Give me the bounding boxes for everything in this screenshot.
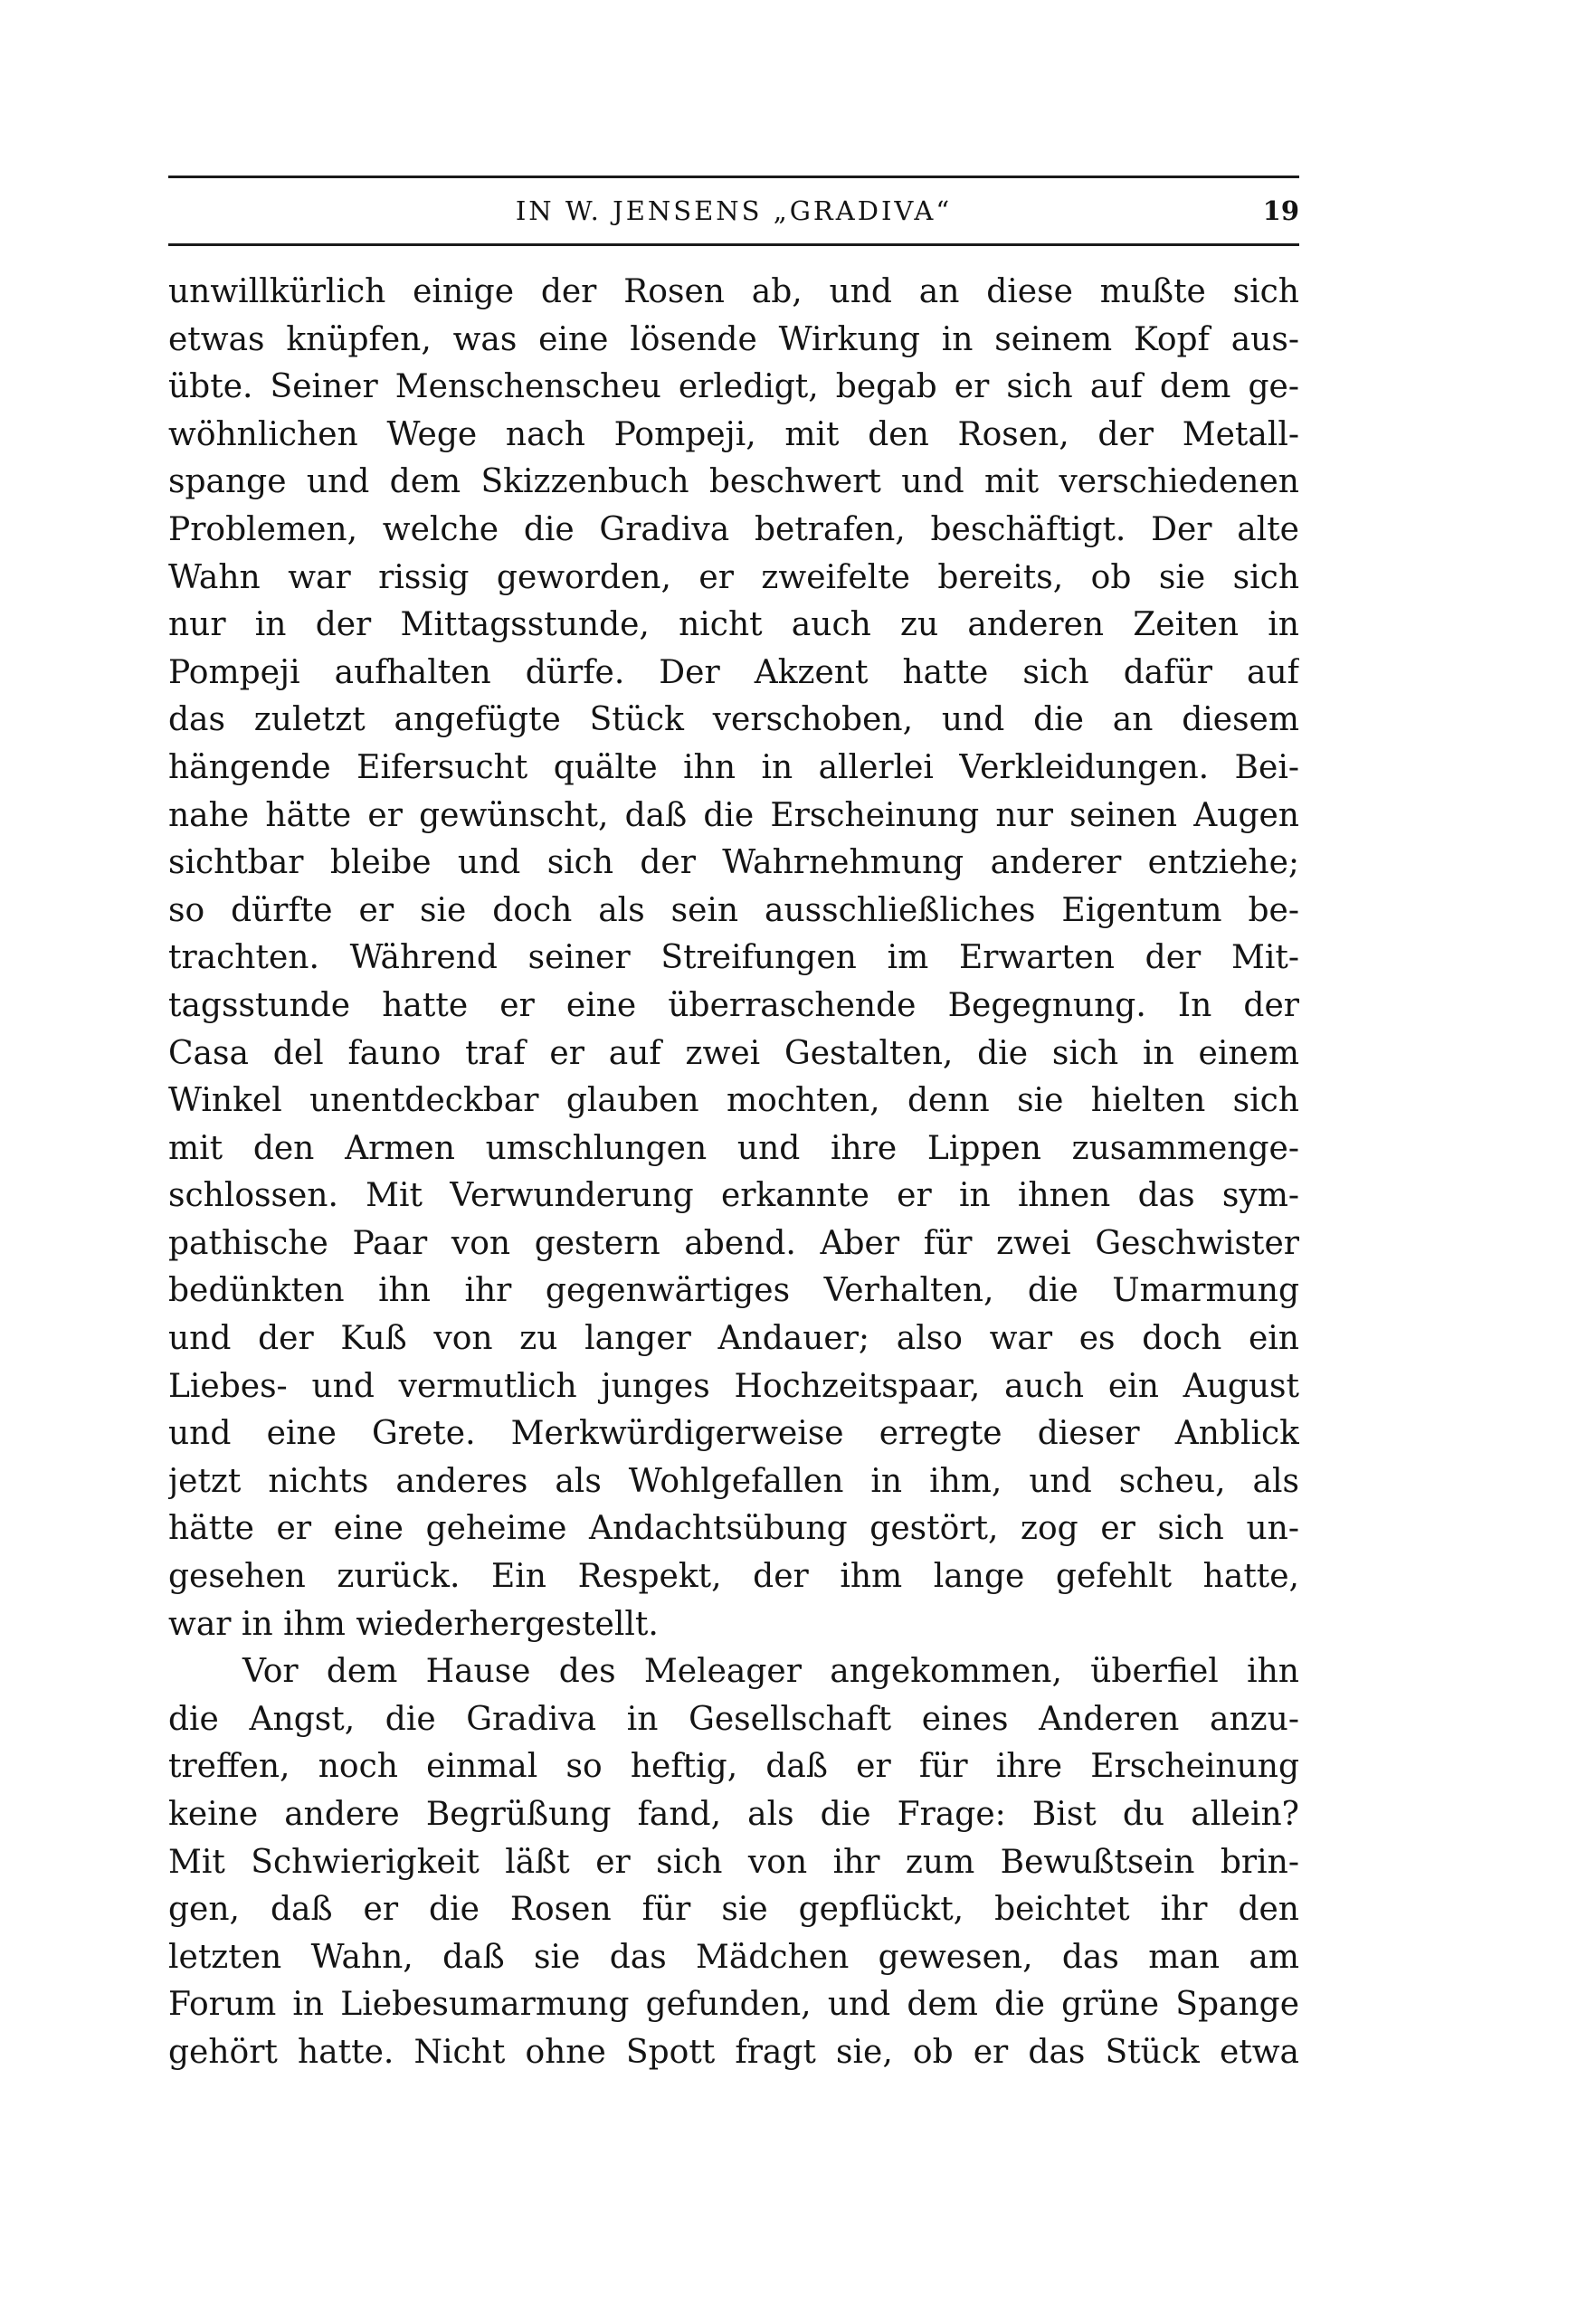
header-top-rule (168, 176, 1299, 178)
body-text (168, 269, 1299, 2077)
header-bottom-rule (168, 243, 1299, 246)
text-line: etwas knüpfen, was eine lösende Wirkung in seinem Kopf aus- (168, 320, 1299, 358)
text-line: hätte er eine geheime Andachtsübung gestört, zog er sich un- (168, 1510, 1299, 1548)
text-line: jetzt nichts anderes als Wohlgefallen in ihm, und scheu, als (168, 1462, 1299, 1500)
running-title: IN W. JENSENS „GRADIVA“ (515, 195, 953, 226)
text-line: Wahn war rissig geworden, er zweifelte bereits, ob sie sich (168, 558, 1299, 596)
page-number: 19 (1262, 195, 1299, 226)
text-line: und der Kuß von zu langer Andauer; also war es doch ein (168, 1320, 1299, 1358)
text-line: Casa del fauno traf er auf zwei Gestalten, die sich in einem (168, 1034, 1299, 1072)
text-line: nahe hätte er gewünscht, daß die Erscheinung nur seinen Augen (168, 796, 1299, 834)
text-line: Forum in Liebesumarmung gefunden, und dem die grüne Spange (168, 1986, 1299, 2024)
text-line: treffen, noch einmal so heftig, daß er für ihre Erscheinung (168, 1748, 1299, 1786)
text-line: übte. Seiner Menschenscheu erledigt, begab er sich auf dem ge- (168, 368, 1299, 406)
text-line: Problemen, welche die Gradiva betrafen, beschäftigt. Der alte (168, 510, 1299, 548)
text-line: das zuletzt angefügte Stück verschoben, und die an diesem (168, 701, 1299, 739)
text-line: keine andere Begrüßung fand, als die Frage: Bist du allein? (168, 1796, 1299, 1833)
text-line: nur in der Mittagsstunde, nicht auch zu anderen Zeiten in (168, 606, 1299, 644)
text-line: wöhnlichen Wege nach Pompeji, mit den Rosen, der Metall- (168, 415, 1299, 453)
text-line: bedünkten ihn ihr gegenwärtiges Verhalten, die Umarmung (168, 1272, 1299, 1310)
text-line: die Angst, die Gradiva in Gesellschaft eines Anderen anzu- (168, 1700, 1299, 1738)
text-line: gen, daß er die Rosen für sie gepflückt, beichtet ihr den (168, 1891, 1299, 1929)
text-line: spange und dem Skizzenbuch beschwert und mit verschiedenen (168, 463, 1299, 501)
text-line: mit den Armen umschlungen und ihre Lippen zusammenge- (168, 1129, 1299, 1167)
text-line: unwillkürlich einige der Rosen ab, und an diese mußte sich (168, 273, 1299, 310)
text-line: pathische Paar von gestern abend. Aber für zwei Geschwister (168, 1224, 1299, 1262)
text-line: letzten Wahn, daß sie das Mädchen gewesen, das man am (168, 1938, 1299, 1976)
text-line: Mit Schwierigkeit läßt er sich von ihr zum Bewußtsein brin- (168, 1843, 1299, 1881)
text-line: und eine Grete. Merkwürdigerweise erregte dieser Anblick (168, 1415, 1299, 1453)
paragraph-start-line: Vor dem Hause des Meleager angekommen, überfiel ihn (242, 1653, 1299, 1691)
text-line: tagsstunde hatte er eine überraschende Begegnung. In der (168, 986, 1299, 1024)
text-line: sichtbar bleibe und sich der Wahrnehmung anderer entziehe; (168, 844, 1299, 882)
text-line: hängende Eifersucht quälte ihn in allerlei Verkleidungen. Bei- (168, 748, 1299, 786)
text-line: schlossen. Mit Verwunderung erkannte er in ihnen das sym- (168, 1177, 1299, 1215)
text-line: Pompeji aufhalten dürfe. Der Akzent hatte sich dafür auf (168, 653, 1299, 691)
text-line: Winkel unentdeckbar glauben mochten, denn sie hielten sich (168, 1082, 1299, 1120)
text-line: gehört hatte. Nicht ohne Spott fragt sie, ob er das Stück etwa (168, 2033, 1299, 2071)
text-line: so dürfte er sie doch als sein ausschließliches Eigentum be- (168, 891, 1299, 929)
paragraph-end-line: war in ihm wiederhergestellt. (168, 1605, 659, 1643)
text-line: gesehen zurück. Ein Respekt, der ihm lange gefehlt hatte, (168, 1558, 1299, 1596)
running-head (168, 176, 1299, 246)
text-line: Liebes- und vermutlich junges Hochzeitspaar, auch ein August (168, 1367, 1299, 1405)
text-line: trachten. Während seiner Streifungen im Erwarten der Mit- (168, 939, 1299, 977)
